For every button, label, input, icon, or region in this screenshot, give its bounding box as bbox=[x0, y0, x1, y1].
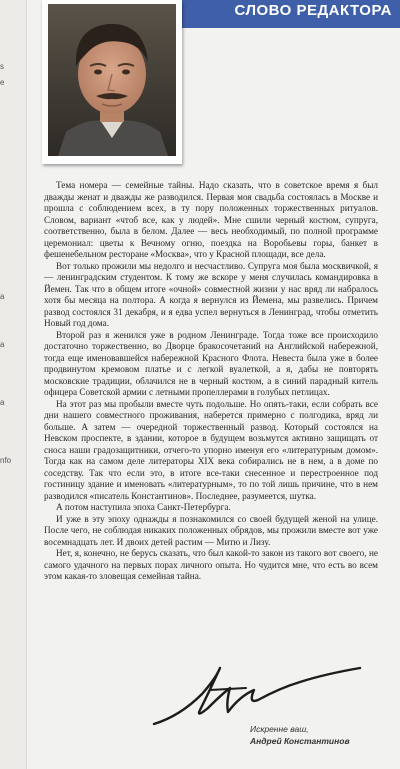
strip-fragment: s bbox=[0, 62, 4, 71]
handwritten-signature bbox=[150, 660, 370, 730]
strip-fragment: nfo bbox=[0, 456, 12, 465]
author-name: Андрей Константинов bbox=[250, 736, 350, 746]
article-paragraph: Тема номера — семейные тайны. Надо сказать, что в советское время я был дважды женат и дважды же разводился. Первая моя свадьба состоялась в Москве и прошла с соблюдением всех, в ту пору положенных торжественных ритуалов. Словом, вариант «чтоб все, как у людей». Мне сшили черный костюм, супруга, соответственно, была в белом. Далее — весь необходимый, по полной программе церемониал: цветы к Вечному огню, поездка на Воробьевы горы, банкет в фешенебельном ресторане «Москва», что у Красной площади, все дела. bbox=[44, 180, 378, 259]
section-title: СЛОВО РЕДАКТОРА bbox=[234, 2, 392, 19]
article-paragraph: Второй раз я женился уже в родном Ленинграде. Тогда тоже все происходило достаточно торжественно, во Дворце бракосочетаний на Английской набережной, тогда еще именовавшейся набережной Красного Флота. Невеста была уже в более продвинутом кремовом платье и с легкой вуалеткой, а я, дабы не повторять московские традиции, облачился не в черный костюм, а в синий парадный китель офицера Советской армии с летными пропеллерами в голубых петлицах. bbox=[44, 329, 378, 397]
article-paragraph: Вот только прожили мы недолго и несчастливо. Супруга моя была москвичкой, я — ленинградским студентом. К тому же вскоре у меня случилась командировка в Йемен. Так что в общем итоге «очной» совместной жизни у нас вряд ли набралось хотя бы месяца на полтора. А когда я вернулся из Йемена, мы развелись. Причем развод состоялся 31 декабря, и я едва успел вернуться в Ленинград, чтобы отметить Новый год дома. bbox=[44, 260, 378, 328]
adjacent-page-strip bbox=[0, 0, 27, 769]
closing-phrase: Искренне ваш, bbox=[250, 724, 309, 734]
article-paragraph: Нет, я, конечно, не берусь сказать, что был какой-то закон из такого вот своего, не самого удачного на первых порах личного опыта. Но чудится мне, что есть во всем этом какая-то зловещая семейная тайна. bbox=[44, 548, 378, 581]
strip-fragment: а bbox=[0, 292, 5, 301]
strip-fragment: а bbox=[0, 340, 5, 349]
strip-fragment: а bbox=[0, 398, 5, 407]
portrait-illustration bbox=[48, 4, 176, 156]
article-paragraph: На этот раз мы пробыли вместе чуть подольше. Но опять-таки, если собрать все дни нашего совместного проживания, наберется примерно с полгодика, вряд ли больше. А затем — очередной торжественный развод. Который состоялся на Невском проспекте, в здании, которое в будущем возьмутся активно защищать от сноса наши градозащитники, отчего-то упорно именуя его «литературным домом». Тогда как на самом деле литераторы XIX века собирались не в нем, а в доме по соседству. Так что если это, в итоге все-таки снесенное и перестроенное под гостиницу здание и именовать «литературным», то по той лишь причине, что в нем разводился «писатель Константинов». Последнее, разумеется, шутка. bbox=[44, 398, 378, 501]
article-paragraph: И уже в эту эпоху однажды я познакомился со своей будущей женой на улице. После чего, не соблюдая никаких положенных обрядов, мы прожили вместе вот уже восемнадцать лет. И двоих детей растим — Митю и Лизу. bbox=[44, 513, 378, 547]
author-photo bbox=[48, 4, 176, 156]
article-paragraph: А потом наступила эпоха Санкт-Петербурга. bbox=[56, 502, 231, 512]
author-photo-card bbox=[42, 0, 182, 164]
editorial-article bbox=[44, 180, 378, 583]
strip-fragment: e bbox=[0, 78, 5, 87]
